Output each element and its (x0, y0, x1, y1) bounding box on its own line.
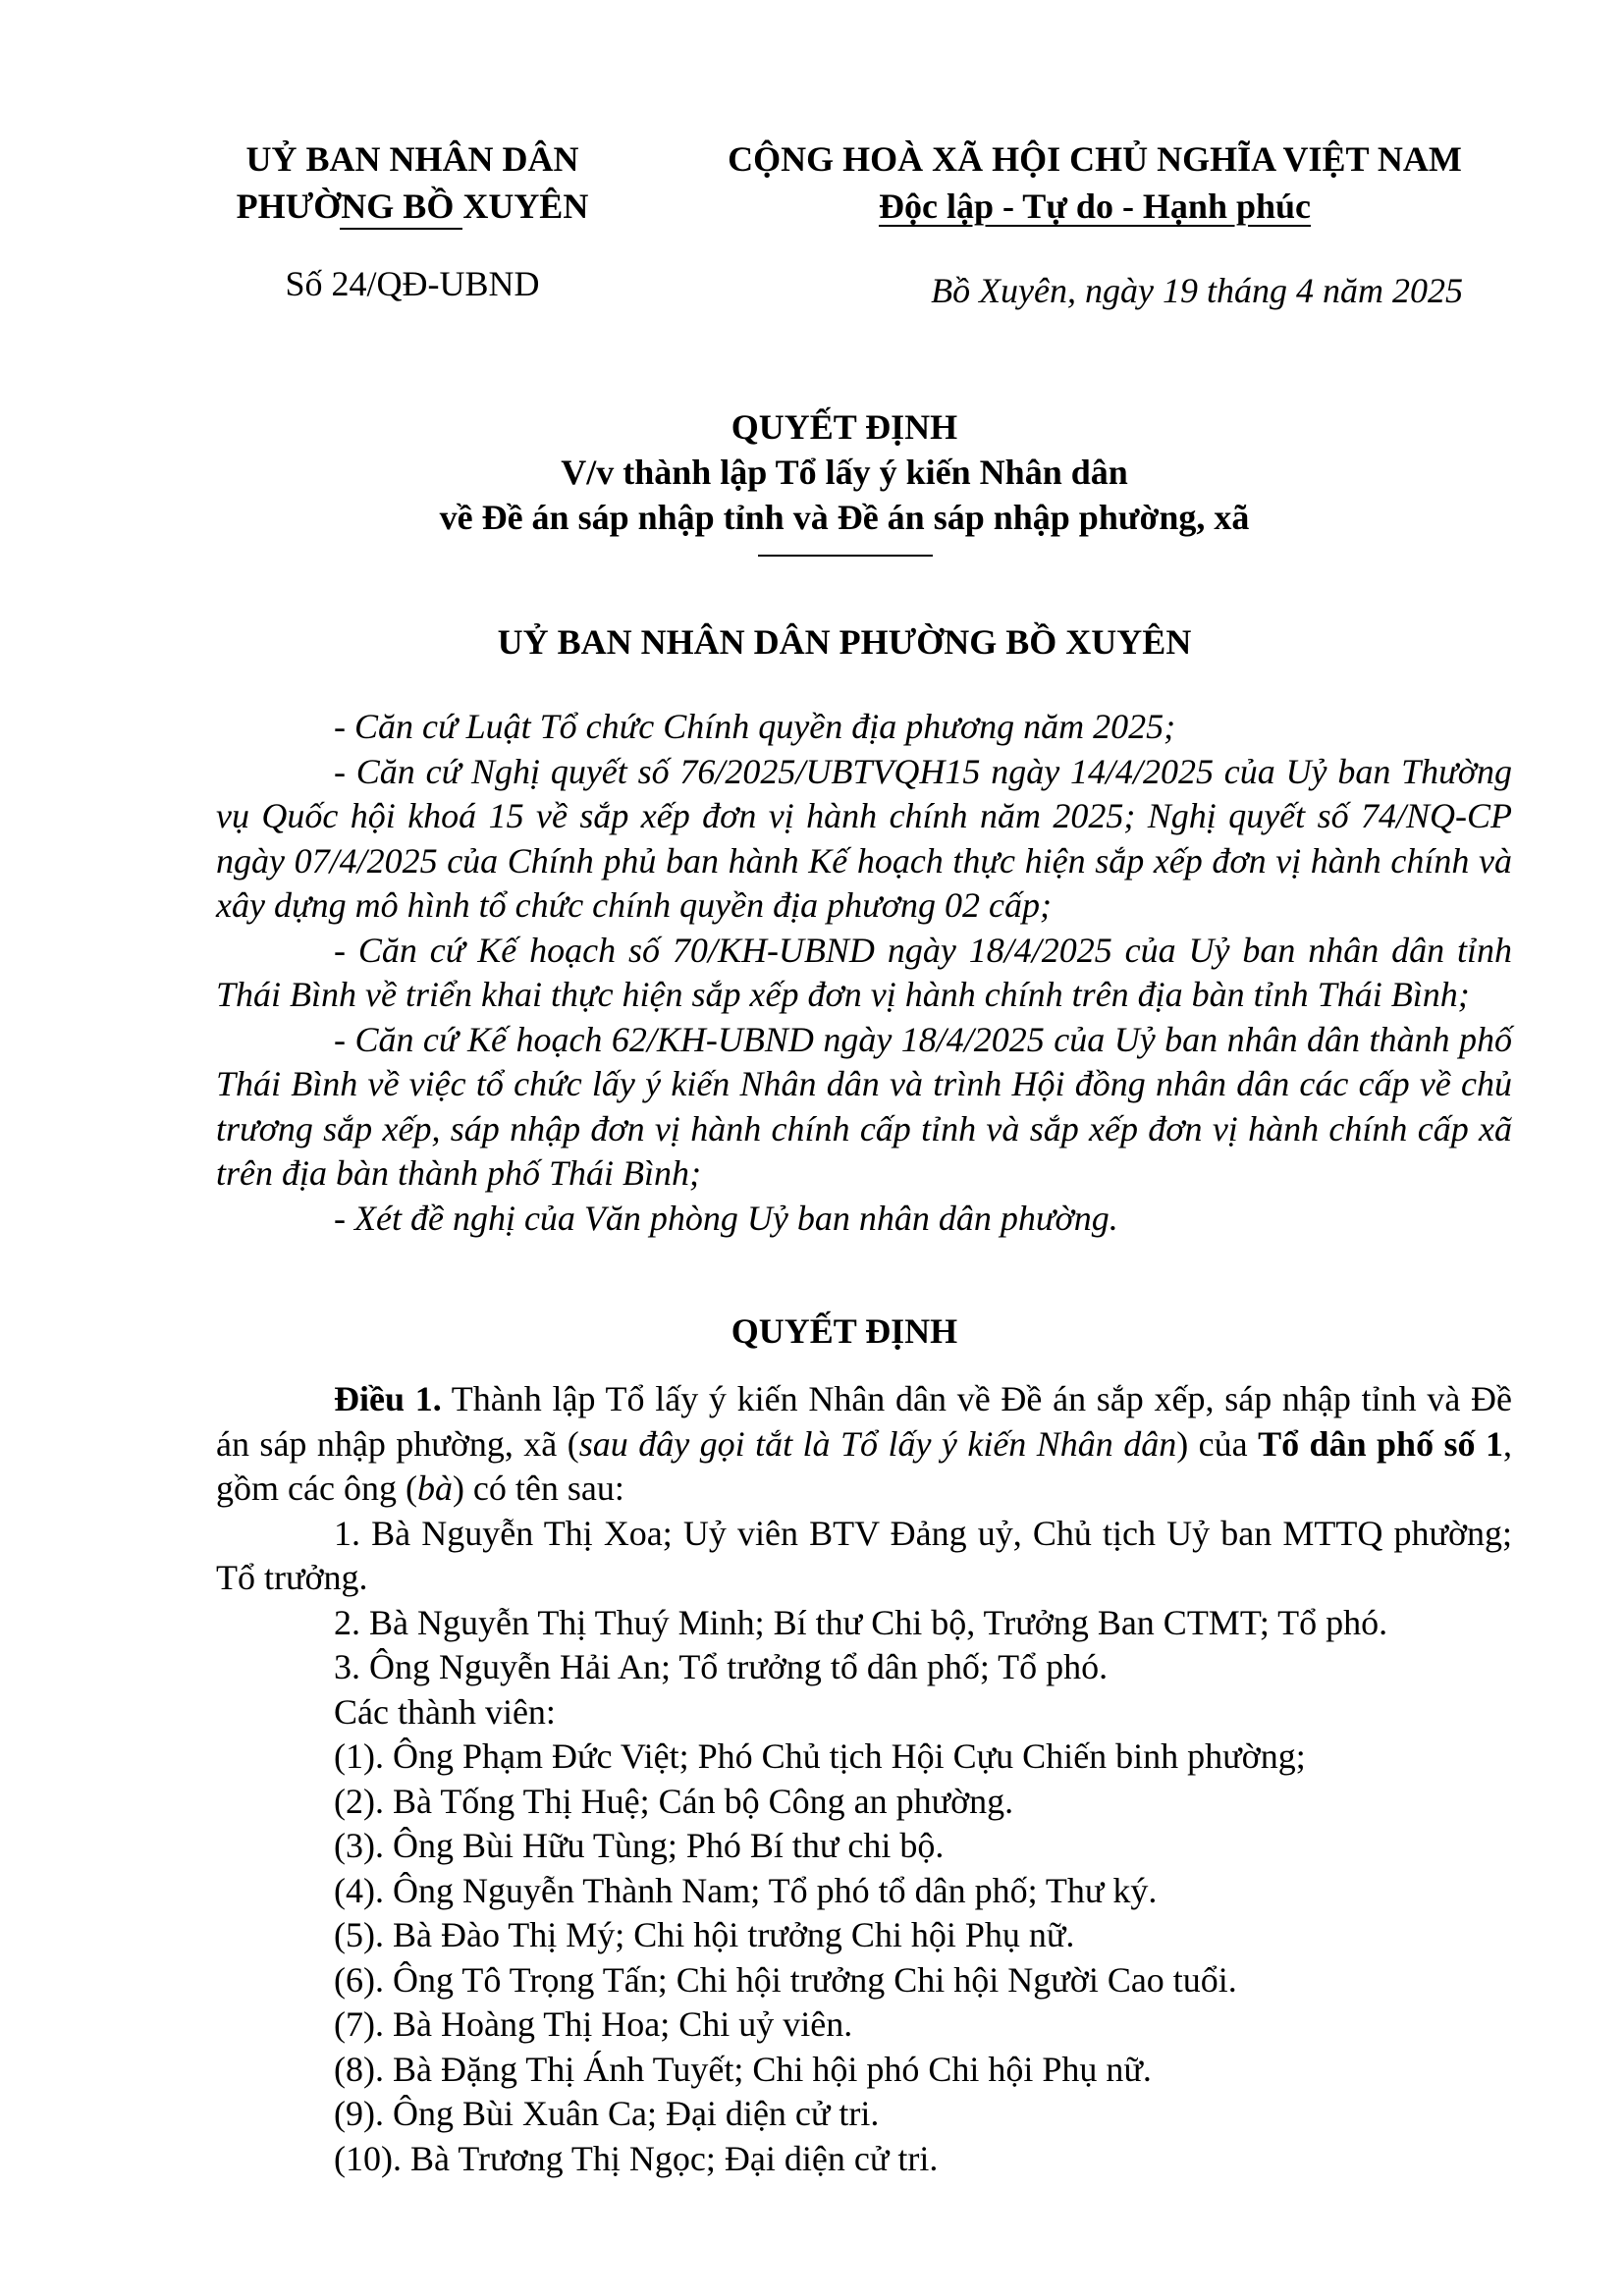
article-1-intro: Điều 1. Thành lập Tổ lấy ý kiến Nhân dân về Đề án sắp xếp, sáp nhập tỉnh và Đề án sáp nhập phường, xã (sau đây gọi tắt là Tổ lấy ý kiến Nhân dân) của Tổ dân phố số 1, gồm các ông (bà) có tên sau: (216, 1379, 1512, 1508)
legal-basis-4: - Căn cứ Kế hoạch 62/KH-UBND ngày 18/4/2025 của Uỷ ban nhân dân thành phố Thái Bình về việc tổ chức lấy ý kiến Nhân dân và trình Hội đồng nhân dân các cấp về chủ trương sắp xếp, sáp nhập đơn vị hành chính cấp tỉnh và sắp xếp đơn vị hành chính cấp xã trên địa bàn thành phố Thái Bình; (216, 1019, 1512, 1193)
leader-item: 2. Bà Nguyễn Thị Thuý Minh; Bí thư Chi bộ, Trưởng Ban CTMT; Tổ phó. (334, 1602, 1388, 1642)
title-line-3: về Đề án sáp nhập tỉnh và Đề án sáp nhập phường, xã (439, 498, 1250, 537)
authority-heading: UỶ BAN NHÂN DÂN PHƯỜNG BỒ XUYÊN (497, 622, 1192, 662)
legal-basis-3: - Căn cứ Kế hoạch số 70/KH-UBND ngày 18/4/2025 của Uỷ ban nhân dân tỉnh Thái Bình về triển khai thực hiện sắp xếp đơn vị hành chính trên địa bàn tỉnh Thái Bình; (216, 930, 1512, 1014)
member-item: (8). Bà Đặng Thị Ánh Tuyết; Chi hội phó Chi hội Phụ nữ. (334, 2049, 1152, 2089)
org-line-2: PHƯỜNG BỒ XUYÊN (236, 187, 589, 226)
member-item: (5). Bà Đào Thị Mý; Chi hội trưởng Chi hội Phụ nữ. (334, 1915, 1075, 1954)
member-item: (7). Bà Hoàng Thị Hoa; Chi uỷ viên. (334, 2004, 853, 2044)
member-item: (1). Ông Phạm Đức Việt; Phó Chủ tịch Hội Cựu Chiến binh phường; (334, 1736, 1306, 1776)
member-item: (3). Ông Bùi Hữu Tùng; Phó Bí thư chi bộ. (334, 1826, 945, 1865)
member-item: (9). Ông Bùi Xuân Ca; Đại diện cử tri. (334, 2094, 880, 2133)
nation-title: CỘNG HOÀ XÃ HỘI CHỦ NGHĨA VIỆT NAM (728, 139, 1462, 179)
title-line-1: QUYẾT ĐỊNH (731, 407, 958, 447)
leader-item: 3. Ông Nguyễn Hải An; Tổ trưởng tổ dân phố; Tổ phó. (334, 1647, 1109, 1686)
article-1-label: Điều 1. (334, 1379, 442, 1418)
member-item: (4). Ông Nguyễn Thành Nam; Tổ phó tổ dân phố; Thư ký. (334, 1870, 1158, 1910)
national-header (677, 135, 1512, 230)
legal-basis-5: - Xét đề nghị của Văn phòng Uỷ ban nhân dân phường. (334, 1198, 1118, 1238)
org-line-1: UỶ BAN NHÂN DÂN (245, 139, 579, 179)
member-item: (10). Bà Trương Thị Ngọc; Đại diện cử tri. (334, 2138, 939, 2178)
legal-basis-1: - Căn cứ Luật Tổ chức Chính quyền địa phương năm 2025; (334, 707, 1176, 746)
decision-heading: QUYẾT ĐỊNH (731, 1311, 958, 1351)
member-item: (6). Ông Tô Trọng Tấn; Chi hội trưởng Chi hội Người Cao tuổi. (334, 1959, 1237, 2000)
members-label: Các thành viên: (334, 1691, 556, 1732)
legal-basis-2: - Căn cứ Nghị quyết số 76/2025/UBTVQH15 ngày 14/4/2025 của Uỷ ban Thường vụ Quốc hội khoá 15 về sắp xếp đơn vị hành chính năm 2025; Nghị quyết số 74/NQ-CP ngày 07/4/2025 của Chính phủ ban hành Kế hoạch thực hiện sắp xếp đơn vị hành chính và xây dựng mô hình tổ chức chính quyền địa phương 02 cấp; (216, 751, 1512, 925)
leader-item: 1. Bà Nguyễn Thị Xoa; Uỷ viên BTV Đảng uỷ, Chủ tịch Uỷ ban MTTQ phường; Tổ trưởng. (216, 1513, 1512, 1597)
document-date: Bồ Xuyên, ngày 19 tháng 4 năm 2025 (931, 271, 1463, 310)
article-1 (216, 1377, 1512, 2181)
document-title (196, 404, 1492, 540)
document-number: Số 24/QĐ-UBND (285, 264, 540, 303)
legal-bases (216, 705, 1512, 1241)
org-divider (340, 228, 462, 230)
issuing-organization (196, 135, 628, 230)
title-divider (758, 555, 933, 557)
motto: Độc lập - Tự do - Hạnh phúc (878, 187, 1312, 226)
member-item: (2). Bà Tống Thị Huệ; Cán bộ Công an phường. (334, 1781, 1014, 1821)
title-line-2: V/v thành lập Tổ lấy ý kiến Nhân dân (561, 453, 1128, 492)
